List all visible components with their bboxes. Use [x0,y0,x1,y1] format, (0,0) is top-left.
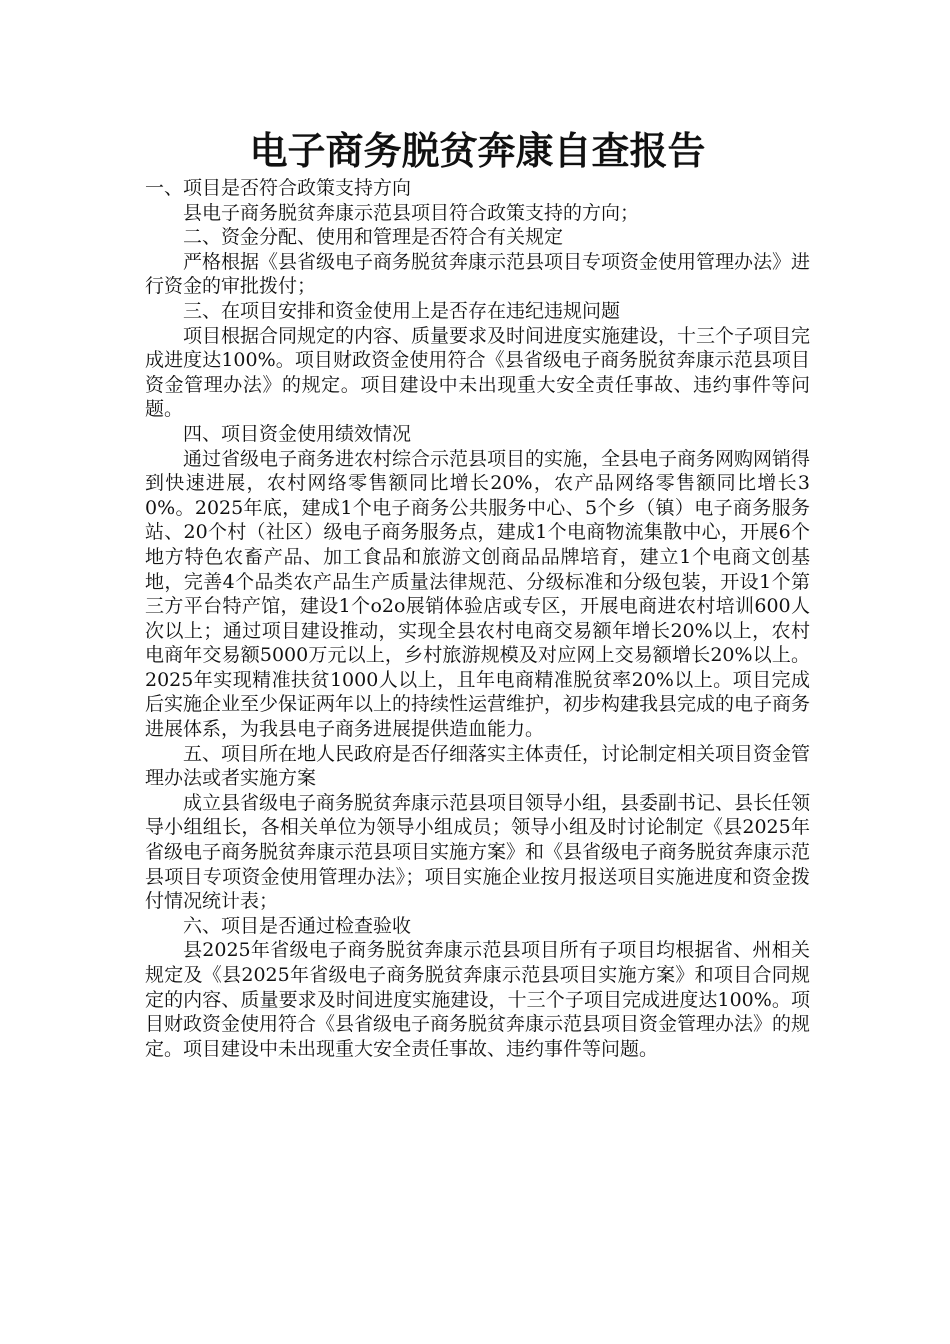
paragraph: 五、项目所在地人民政府是否仔细落实主体责任，讨论制定相关项目资金管理办法或者实施方案 [145,742,811,790]
paragraph: 成立县省级电子商务脱贫奔康示范县项目领导小组，县委副书记、县长任领导小组组长，各相关单位为领导小组成员；领导小组及时讨论制定《县2025年省级电子商务脱贫奔康示范县项目实施方案》和《县省级电子商务脱贫奔康示范县项目专项资金使用管理办法》；项目实施企业按月报送项目实施进度和资金拨付情况统计表； [145,791,811,913]
paragraph: 通过省级电子商务进农村综合示范县项目的实施，全县电子商务网购网销得到快速进展，农村网络零售额同比增长20%，农产品网络零售额同比增长30%。2025年底，建成1个电子商务公共服务中心、5个乡（镇）电子商务服务站、20个村（社区）级电子商务服务点，建成1个电商物流集散中心，开展6个地方特色农畜产品、加工食品和旅游文创商品品牌培育，建立1个电商文创基地，完善4个品类农产品生产质量法律规范、分级标准和分级包装，开设1个第三方平台特产馆，建设1个o2o展销体验店或专区，开展电商进农村培训600人次以上；通过项目建设推动，实现全县农村电商交易额年增长20%以上，农村电商年交易额5000万元以上，乡村旅游规模及对应网上交易额增长20%以上。2025年实现精准扶贫1000人以上，且年电商精准脱贫率20%以上。项目完成后实施企业至少保证两年以上的持续性运营维护，初步构建我县完成的电子商务进展体系，为我县电子商务进展提供造血能力。 [145,447,811,741]
document-body [145,176,810,1061]
paragraph: 项目根据合同规定的内容、质量要求及时间进度实施建设，十三个子项目完成进度达100%。项目财政资金使用符合《县省级电子商务脱贫奔康示范县项目资金管理办法》的规定。项目建设中未出现重大安全责任事故、违约事件等问题。 [145,324,811,421]
paragraph: 二、资金分配、使用和管理是否符合有关规定 [183,226,564,249]
paragraph: 三、在项目安排和资金使用上是否存在违纪违规问题 [183,299,621,322]
paragraph: 县电子商务脱贫奔康示范县项目符合政策支持的方向； [183,201,640,224]
paragraph: 四、项目资金使用绩效情况 [183,422,412,445]
document-title: 电子商务脱贫奔康自查报告 [249,128,706,173]
document-page [145,128,810,1061]
paragraph: 严格根据《县省级电子商务脱贫奔康示范县项目专项资金使用管理办法》进行资金的审批拨付； [145,250,811,298]
paragraph: 六、项目是否通过检查验收 [183,914,412,937]
paragraph: 一、项目是否符合政策支持方向 [145,177,412,199]
paragraph: 县2025年省级电子商务脱贫奔康示范县项目所有子项目均根据省、州相关规定及《县2025年省级电子商务脱贫奔康示范县项目实施方案》和项目合同规定的内容、质量要求及时间进度实施建设，十三个子项目完成进度达100%。项目财政资金使用符合《县省级电子商务脱贫奔康示范县项目资金管理办法》的规定。项目建设中未出现重大安全责任事故、违约事件等问题。 [145,939,811,1060]
